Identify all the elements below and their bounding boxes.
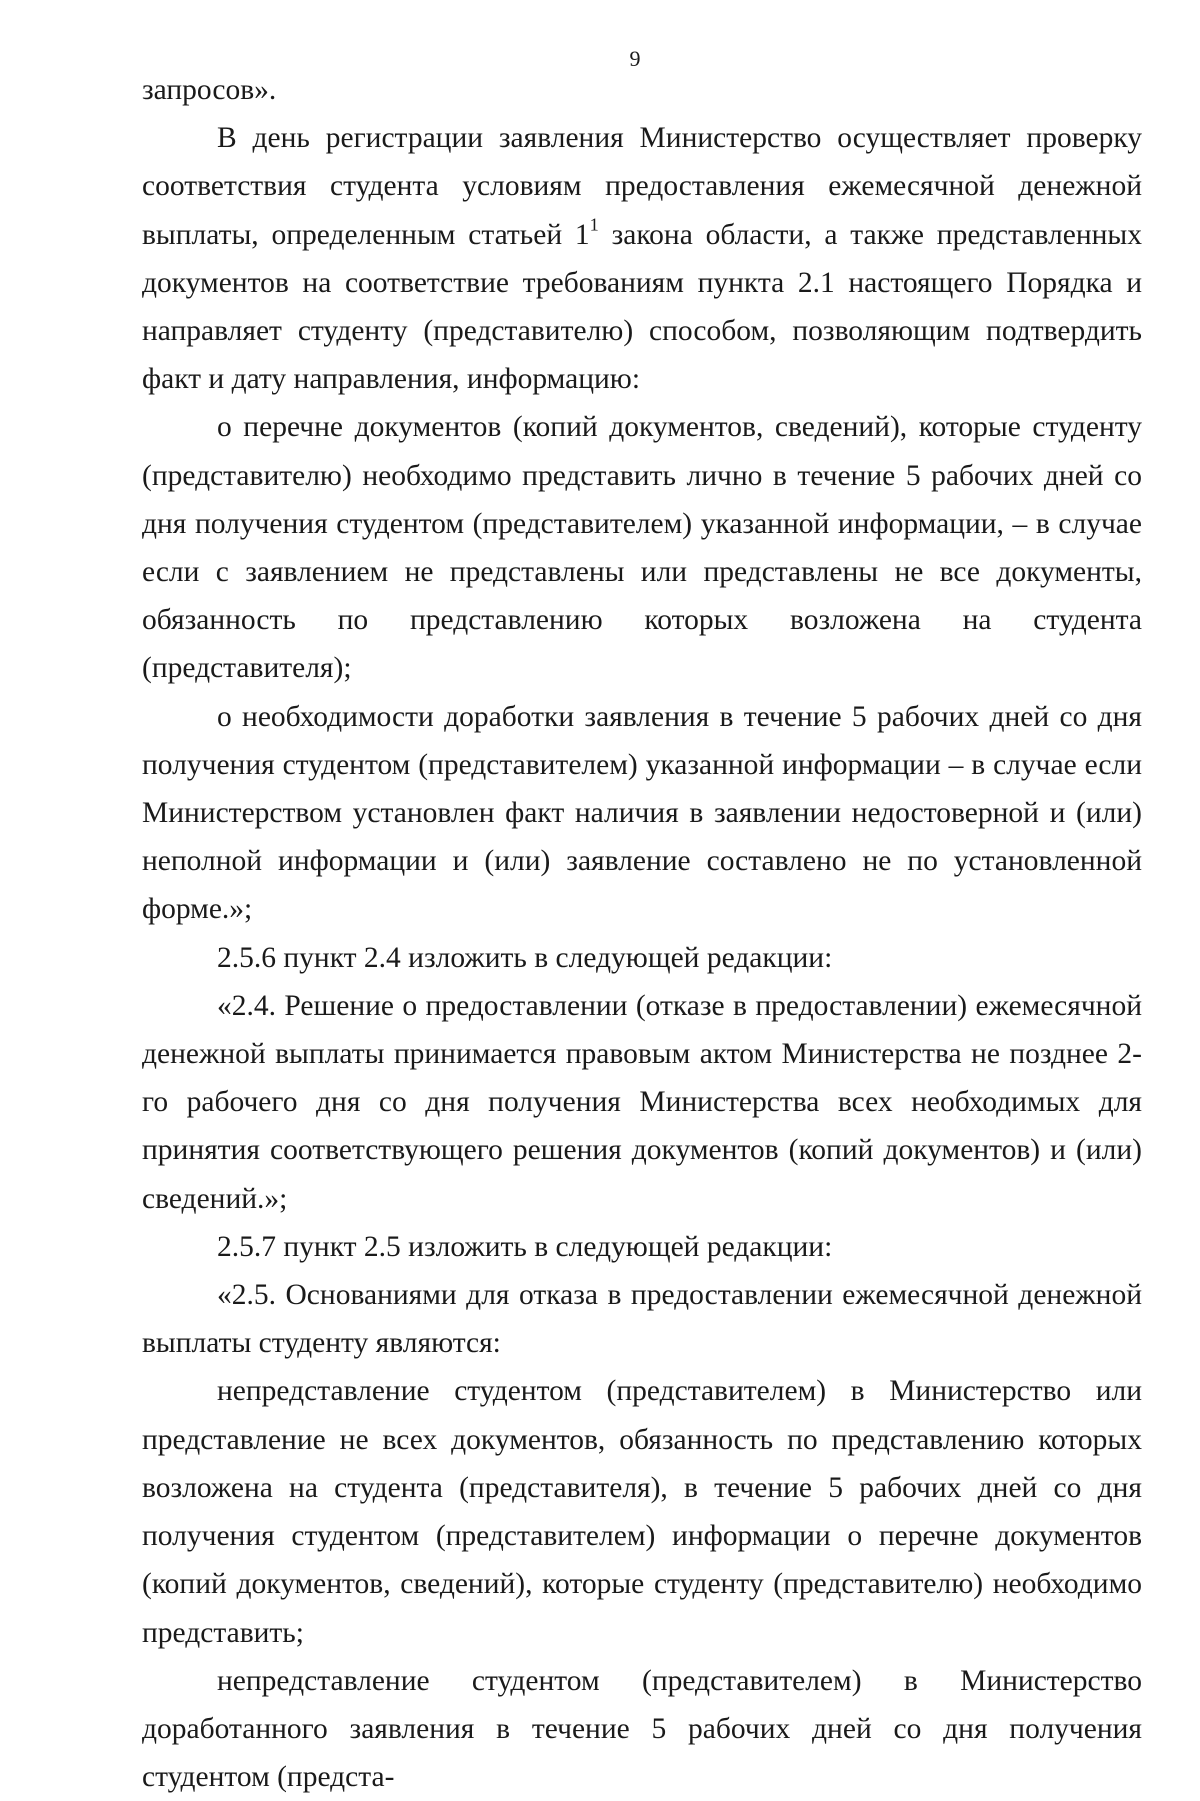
paragraph-item-2-5-7: 2.5.7 пункт 2.5 изложить в следующей редакции:: [217, 1230, 833, 1263]
paragraph-item-2-5-6: 2.5.6 пункт 2.4 изложить в следующей редакции:: [217, 941, 833, 974]
paragraph-refusal-ground-1: непредставление студентом (представителем) в Министерство или представление не всех документов, обязанность по представлению которых возложена на студента (представителя), в течение 5 рабочих дней со дня получения студентом (представителем) информации о перечне документов (копий документов, сведений), которые студенту (представителю) необходимо представить;: [142, 1375, 1142, 1649]
paragraph-text: закона области, а также представленных документов на соответствие требованиям пункта 2.1 настоящего Порядка и направляет студенту (представителю) способом, позволяющим подтвердить факт и дату направления, информацию:: [142, 218, 1142, 396]
paragraph-refusal-ground-2: непредставление студентом (представителем) в Министерство доработанного заявления в течение 5 рабочих дней со дня получения студентом (предста-: [142, 1664, 1142, 1794]
paragraph-continuation: запросов».: [142, 74, 277, 106]
paragraph-registration-check: [142, 114, 1142, 403]
page-number: 9: [629, 46, 641, 71]
superscript: 1: [589, 213, 599, 234]
paragraph-clause-2-5: «2.5. Основаниями для отказа в предоставлении ежемесячной денежной выплаты студенту являются:: [142, 1279, 1142, 1360]
document-body: [142, 66, 1142, 1801]
paragraph-revision-needed: о необходимости доработки заявления в течение 5 рабочих дней со дня получения студентом (представителем) указанной информации – в случае если Министерством установлен факт наличия в заявлении недостоверной и (или) неполной информации и (или) заявление составлено не по установленной форме.»;: [142, 700, 1142, 926]
paragraph-document-list: о перечне документов (копий документов, сведений), которые студенту (представителю) необходимо представить лично в течение 5 рабочих дней со дня получения студентом (представителем) указанной информации, – в случае если с заявлением не представлены или представлены не все документы, обязанность по представлению которых возложена на студента (представителя);: [142, 411, 1142, 685]
paragraph-clause-2-4: «2.4. Решение о предоставлении (отказе в предоставлении) ежемесячной денежной выплаты принимается правовым актом Министерства не позднее 2-го рабочего дня со дня получения Министерства всех необходимых для принятия соответствующего решения документов (копий документов) и (или) сведений.»;: [142, 989, 1142, 1215]
paragraph-text: В день регистрации заявления Министерство осуществляет проверку соответствия студента условиям предоставления ежемесячной денежной выплаты, определенным статьей 1: [142, 122, 1142, 251]
